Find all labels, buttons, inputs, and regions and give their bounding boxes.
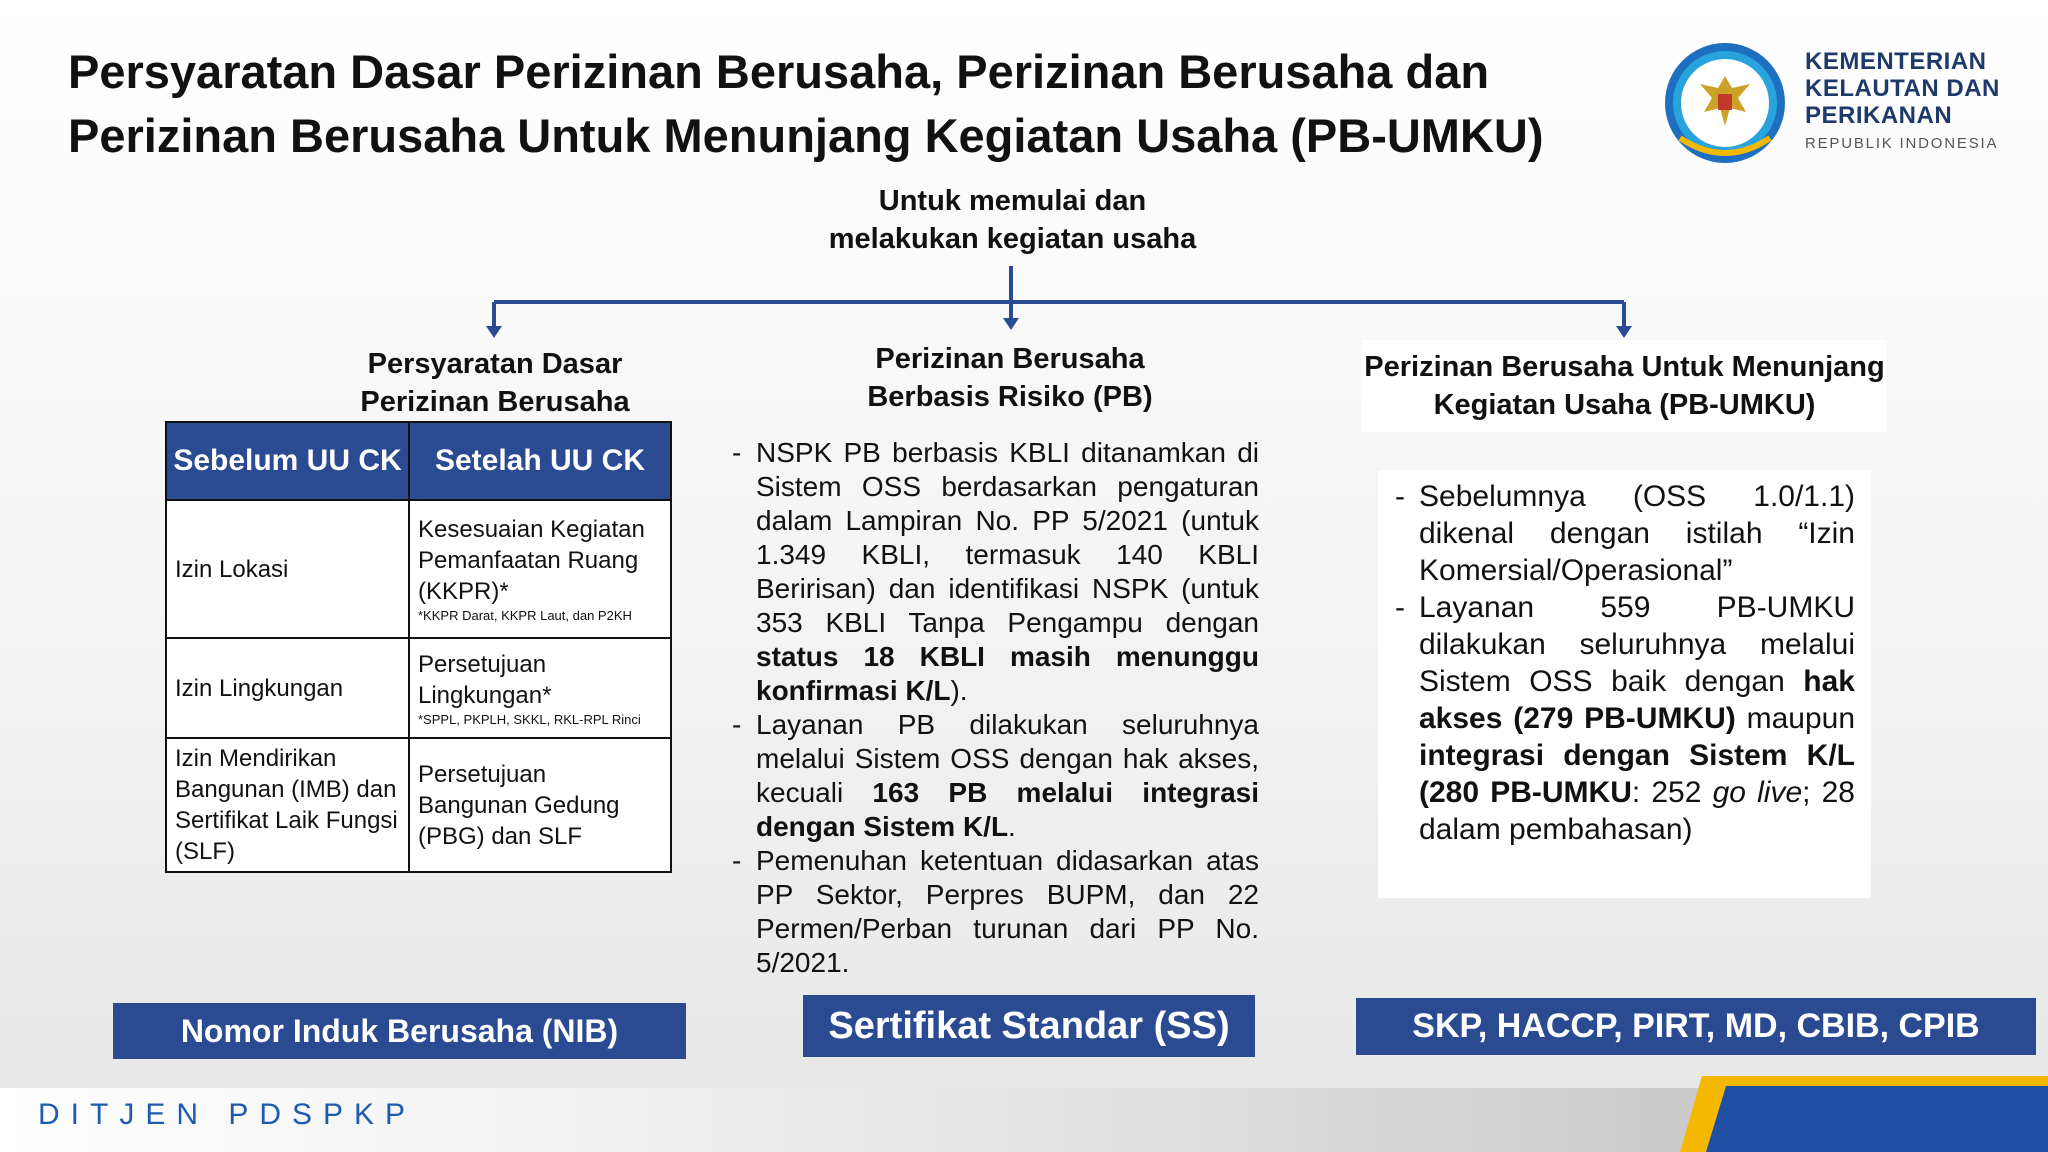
output-umku-label: SKP, HACCP, PIRT, MD, CBIB, CPIB: [1356, 998, 2036, 1055]
cell-before: Izin Lokasi: [166, 500, 409, 638]
cell-after: Persetujuan Bangunan Gedung (PBG) dan SLF: [409, 738, 671, 872]
pb-bullet-list: [732, 436, 1259, 980]
column-header-before: Sebelum UU CK: [166, 422, 409, 500]
cell-after: Kesesuaian Kegiatan Pemanfaatan Ruang (KKPR)* *KKPR Darat, KKPR Laut, dan P2KH: [409, 500, 671, 638]
cell-after: Persetujuan Lingkungan* *SPPL, PKPLH, SKKL, RKL-RPL Rinci: [409, 638, 671, 738]
arrow-right-icon: [1616, 326, 1632, 338]
table-row: [166, 738, 671, 872]
list-item: - Layanan 559 PB-UMKU dilakukan seluruhnya melalui Sistem OSS baik dengan hak akses (279 PB-UMKU) maupun integrasi dengan Sistem K/L (280 PB-UMKU: 252 go live; 28 dalam pembahasan): [1395, 591, 1856, 846]
output-nib-label: Nomor Induk Berusaha (NIB): [113, 1003, 686, 1059]
cell-note: *KKPR Darat, KKPR Laut, dan P2KH: [418, 608, 632, 623]
cell-before: Izin Lingkungan: [166, 638, 409, 738]
column-header-after: Setelah UU CK: [409, 422, 671, 500]
list-item: - NSPK PB berbasis KBLI ditanamkan di Sistem OSS berdasarkan pengaturan dalam Lampiran No. PP 5/2021 (untuk 1.349 KBLI, termasuk 140 KBLI Beririsan) dan identifikasi NSPK (untuk 353 KBLI Tanpa Pengampu dengan status 18 KBLI masih menunggu konfirmasi K/L).: [732, 437, 1259, 706]
arrow-left-icon: [486, 326, 502, 338]
heading-pb-berbasis-risiko: Perizinan Berusaha Berbasis Risiko (PB): [867, 343, 1153, 413]
ministry-subtitle: REPUBLIK INDONESIA: [1805, 135, 1999, 152]
list-item: - Sebelumnya (OSS 1.0/1.1) dikenal dengan istilah “Izin Komersial/Operasional”: [1395, 480, 1855, 587]
title-line-2: Perizinan Berusaha Untuk Menunjang Kegiatan Usaha (PB-UMKU): [68, 109, 1544, 162]
list-item: - Pemenuhan ketentuan didasarkan atas PP Sektor, Perpres BUPM, dan 22 Permen/Perban turunan dari PP No. 5/2021.: [732, 845, 1259, 978]
title-line-1: Persyaratan Dasar Perizinan Berusaha, Perizinan Berusaha dan: [68, 45, 1490, 98]
footer-label: DITJEN PDSPKP: [38, 1098, 417, 1131]
table-row: [166, 638, 671, 738]
pb-umku-bullet-list: [1395, 478, 1855, 848]
heading-pb-umku: Perizinan Berusaha Untuk Menunjang Kegiatan Usaha (PB-UMKU): [1362, 340, 1887, 432]
footer-stripe-decoration: [1680, 1076, 2048, 1152]
arrow-center-icon: [1003, 318, 1019, 330]
output-ss-label: Sertifikat Standar (SS): [803, 995, 1255, 1057]
table-header-row: [166, 422, 671, 500]
intro-text: Untuk memulai dan melakukan kegiatan usaha: [828, 185, 1197, 255]
heading-persyaratan-dasar: Persyaratan Dasar Perizinan Berusaha: [360, 348, 630, 418]
list-item: - Layanan PB dilakukan seluruhnya melalui Sistem OSS dengan hak akses, kecuali 163 PB melalui integrasi dengan Sistem K/L.: [732, 709, 1259, 842]
ministry-name: KEMENTERIAN KELAUTAN DAN PERIKANAN: [1805, 48, 2000, 129]
cell-before: Izin Mendirikan Bangunan (IMB) dan Sertifikat Laik Fungsi (SLF): [166, 738, 409, 872]
cell-note: *SPPL, PKPLH, SKKL, RKL-RPL Rinci: [418, 711, 641, 727]
requirements-table: [165, 421, 672, 873]
table-row: [166, 500, 671, 638]
